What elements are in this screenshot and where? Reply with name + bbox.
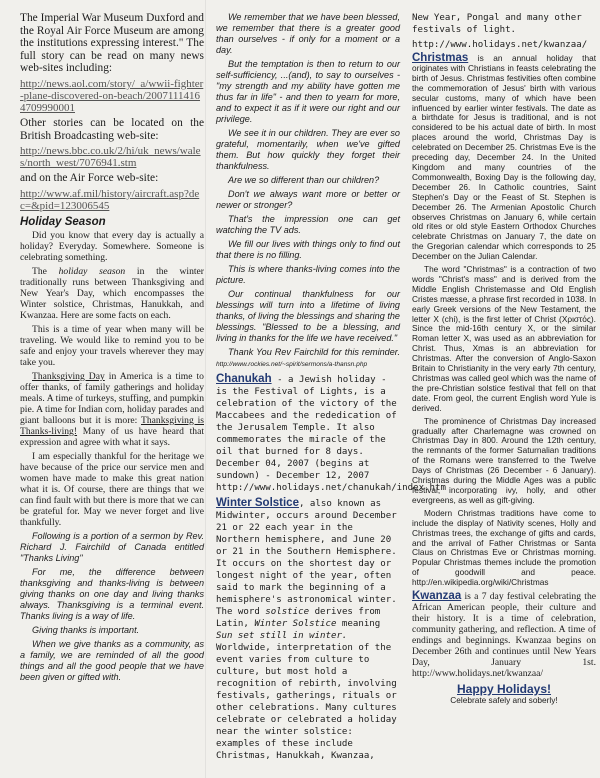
kwanzaa-paragraph: Kwanzaa is a 7 day festival celebrating the African American people, their culture and their history. It is a time of celebration, community gathering, and reflection. A time of endings and beginnings. Kwanzaa begins on December 26th and continues until New Years Day, January 1st. http://www.holidays.net/kwanzaa/	[412, 590, 596, 680]
column-left	[20, 12, 204, 770]
travel-paragraph: This is a time of year when many will be traveling. We would like to remind you to be safe and enjoy your travels wherever they may take you.	[20, 323, 204, 368]
bbc-news-link[interactable]: http://news.bbc.co.uk/2/hi/uk_news/wales/north_west/7076941.stm	[20, 145, 201, 170]
aol-news-link[interactable]: http://news.aol.com/story/_a/wwii-fighter-plane-discovered-on-beach/20071114164709990001	[20, 77, 204, 114]
kwanzaa-title: Kwanzaa	[412, 590, 462, 603]
holiday-intro: Did you know that every day is actually a holiday? Everyday. Somewhere. Someone is celebrating something.	[20, 229, 204, 263]
sermon-paragraph-10: We fill our lives with things only to find out that there is no filling.	[216, 239, 400, 260]
solstice-paragraph: Winter Solstice, also known as Midwinter, occurs around December 21 or 22 each year in the Northern hemisphere, and June 20 or 21 in the Southern Hemisphere. It occurs on the shortest day or longest night of the year, often said to mark the beginning of a hemisphere's astronomical winter. The word solstice derives from Latin, Winter Solstice meaning Sun set still in winter. Worldwide, interpretation of the event varies from culture to culture, but most hold a recognition of rebirth, involving festivals, gatherings, rituals or other celebrations. Many cultures celebrate or celebrated a holiday near the winter solstice: examples of these include Christmas, Hanukkah, Kwanzaa,	[216, 497, 397, 761]
sermon-paragraph-6: We see it in our children. They are ever so grateful, momentarily, when we've gifted them. But how quickly they forget their thankfulness.	[216, 128, 400, 171]
sermon-link[interactable]: http://www.rockies.net/~spirit/sermons/a-thansn.php	[216, 361, 368, 368]
christmas-prominence-paragraph: The prominence of Christmas Day increased gradually after Charlemagne was crowned on Christmas Day in 800. Around the 12th century, the remnants of the former Saturnalian traditions of the Romans were transferred to the Twelve Days of Christmas (26 December - 6 January). Christmas during the Middle Ages was a public festival, incorporating ivy, holly, and other evergreens, as well as gift-giving.	[412, 415, 596, 505]
thank-you-paragraph: Thank You Rev Fairchild for this reminder. http://www.rockies.net/~spirit/sermons/a-thansn.php	[216, 347, 400, 368]
holiday-season-paragraph: The holiday season in the winter traditionally runs between Thanksgiving and New Year's Day, which encompasses the Winter solstice, Christmas, Hanukkah, and Kwanzaa. Here are some facts on each.	[20, 265, 204, 321]
happy-holidays-block	[412, 682, 596, 706]
chanukah-paragraph: Chanukah - a Jewish holiday - is the Festival of Lights, is a celebration of the victory of the Maccabees and the rededication of the Jerusalem Temple. It also commemorates the miracle of the oil that burned for 8 days. December 04, 2007 (begins at sundown) - December 12, 2007 http://www.holidays.net/chanukah/index.htm	[216, 373, 446, 493]
airforce-link[interactable]: http://www.af.mil/history/aircraft.asp?dec=&pid=123006545	[20, 187, 200, 212]
festivals-paragraph: New Year, Pongal and many other festivals of light.	[412, 13, 582, 35]
museum-paragraph: The Imperial War Museum Duxford and the Royal Air Force Museum are among the institutions expressing interest." The full story can be read on many news web-sites including:	[20, 12, 204, 75]
sermon-paragraph-5: But the temptation is then to return to our self-sufficiency, ...(and), to say to ourselves - "my strength and my ability have gotten me thus far in life" - and then to yearn for more, and to expect it as if it were our right and our privilege.	[216, 59, 400, 124]
christmas-word-paragraph: The word "Christmas" is a contraction of two words "Christ's mass" and is derived from the Middle English Christemasse and Old English Cristes mæsse, a phrase first recorded in 1038. In early Greek versions of the New Testament, the letter X (chi), is the first letter of Christ (Χριστός). Since the mid-16th century X, or the similar Roman letter X, was used as an abbreviation for Christ. Thus, Xmas is an abbreviation for Christmas. After the conversion of Anglo-Saxon Britain to Christianity in the very early 7th century, Christmas was called geol which was the name of the pre-Christian solstice festival that fell on that date. From geol, the current English word Yule is derived.	[412, 264, 596, 413]
chanukah-title: Chanukah	[216, 373, 272, 385]
sermon-paragraph-11: This is where thanks-living comes into the picture.	[216, 264, 400, 285]
sermon-paragraph-1: For me, the difference between thanksgiving and thanks-living is between giving thanks on one day and living thanks always. Thanksgiving is a terminal event. Thanks living is a way of life.	[20, 566, 204, 621]
column-middle	[216, 12, 446, 770]
sermon-paragraph-7: Are we so different than our children?	[228, 175, 380, 185]
thanksgiving-paragraph: Thanksgiving Day in America is a time to offer thanks, of family gatherings and holiday meals. A time of turkeys, stuffing, and pumpkin pie. A time for Indian corn, holiday parades and giant balloons but it is more: Thanksgiving is Thanks-living! Many of us have heard that expression and agree with what it says.	[20, 370, 204, 448]
sermon-paragraph-12: Our continual thankfulness for our blessings will turn into a lifetime of living thanks, of living the blessings and sharing the blessings. "Blessed to be a blessing, and living in thanks for the life we have received."	[216, 289, 400, 343]
sermon-paragraph-8: Don't we always want more or better or newer or stronger?	[216, 189, 400, 210]
sermon-paragraph-3: When we give thanks as a community, as a family, we are reminded of all the good things and all the good people that we have been given or gifted with.	[20, 638, 204, 682]
christmas-paragraph: Christmas is an annual holiday that originates with Christians in feasts celebrating the birth of Jesus. Christmas festivities often combine the commemoration of Jesus' birth with various secular customs, many of which have been influenced by earlier winter festivals. The date as a birthdate for Jesus is traditional, and is not considered to be his actual date of birth. In most places around the world, Christmas Day is celebrated on December 25. Christmas Eve is the preceding day, December 24. In the United Kingdom and many countries of the Commonwealth, Boxing Day is the following day, December 26. In Catholic countries, Saint Stephen's Day or the Feast of St. Stephen is December 26. The Armenian Apostolic Church observes Christmas on January 6, while certain old rites or old style Eastern Orthodox Churches celebrate Christmas on January 7, the date on the Gregorian calendar which corresponds to 25 December on the Julian Calendar.	[412, 52, 596, 262]
page-crease	[205, 0, 206, 778]
kwanzaa-link[interactable]: http://www.holidays.net/kwanzaa/	[412, 668, 543, 680]
christmas-modern-paragraph: Modern Christmas traditions have come to include the display of Nativity scenes, Holly and Christmas trees, the exchange of gifts and cards, and the arrival of Father Christmas or Santa Claus on Christmas Eve or Christmas morning. Popular Christmas themes include the promotion of goodwill and peace. http://en.wikipedia.org/wiki/Christmas	[412, 507, 596, 588]
sermon-intro: Following is a portion of a sermon by Rev. Richard J. Fairchild of Canada entitled "Thanks Living"	[20, 530, 204, 563]
solstice-title: Winter Solstice	[216, 497, 299, 509]
sermon-paragraph-9: That's the impression one can get watching the TV ads.	[216, 214, 400, 235]
closing-line: Celebrate safely and soberly!	[450, 695, 558, 706]
column-right	[412, 12, 596, 770]
heritage-paragraph: I am especially thankful for the heritage we have because of the price our service men and women have made to make this great nation what it is. Of course, there are things that we can find fault with but there is more that we can be grateful for. May we never forget and live thankfully.	[20, 450, 204, 528]
airforce-intro: and on the Air Force web-site:	[20, 172, 159, 185]
happy-holidays-heading: Happy Holidays!	[456, 682, 552, 697]
sermon-paragraph-4: We remember that we have been blessed, we remember that there is a greater good than ourselves - if only for a moment or a day.	[216, 12, 400, 55]
sermon-paragraph-2: Giving thanks is important.	[32, 624, 140, 635]
bbc-intro: Other stories can be located on the British Broadcasting web-site:	[20, 116, 204, 142]
christmas-title: Christmas	[412, 52, 469, 64]
holidays-link[interactable]: http://www.holidays.net/kwanzaa/	[412, 40, 588, 50]
holiday-season-heading: Holiday Season	[20, 215, 106, 228]
